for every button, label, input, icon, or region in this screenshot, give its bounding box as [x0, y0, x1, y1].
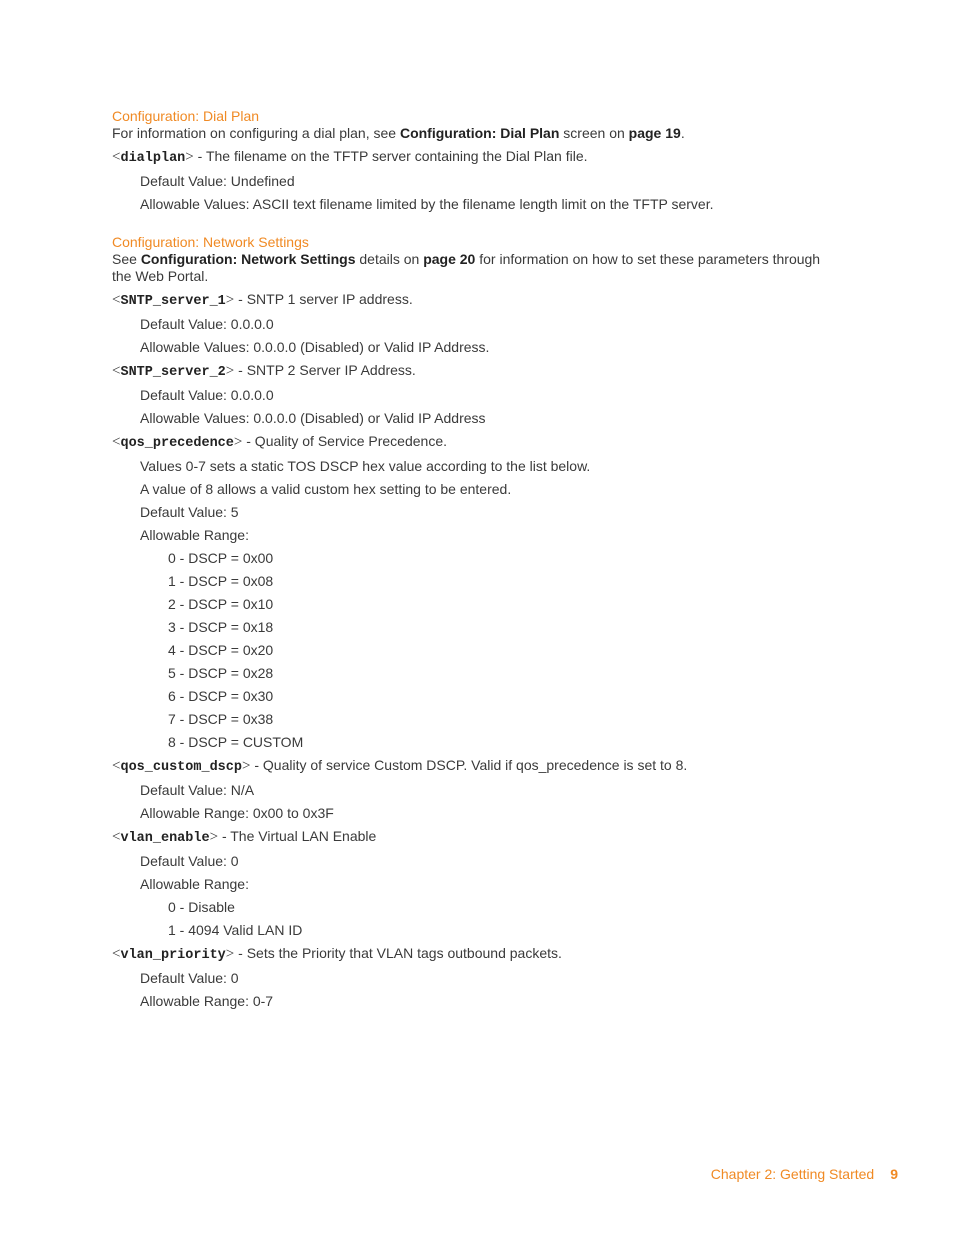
param-detail: Default Value: 5 — [140, 504, 239, 520]
section-network-settings — [112, 234, 837, 1010]
param-description: - Quality of service Custom DSCP. Valid if qos_precedence is set to 8. — [250, 757, 688, 773]
close-bracket: > — [185, 149, 194, 165]
param-entry — [112, 433, 837, 452]
page-footer — [711, 1166, 898, 1182]
footer-page-number: 9 — [890, 1166, 898, 1182]
param-entry — [112, 148, 837, 167]
param-entry — [112, 291, 837, 310]
open-bracket: < — [112, 149, 121, 165]
intro-text: screen on — [559, 125, 629, 141]
param-name: SNTP_server_2 — [120, 365, 226, 380]
footer-chapter: Chapter 2: Getting Started — [710, 1166, 875, 1182]
param-detail: Default Value: 0 — [140, 970, 239, 986]
param-name: qos_custom_dscp — [120, 760, 242, 775]
param-range-item: 0 - DSCP = 0x00 — [168, 550, 274, 566]
open-bracket: < — [112, 758, 121, 774]
intro-text: See — [112, 251, 141, 267]
open-bracket: < — [112, 434, 121, 450]
close-bracket: > — [225, 946, 235, 962]
param-detail: Allowable Range: — [140, 876, 249, 892]
close-bracket: > — [209, 829, 219, 845]
param-detail: Values 0-7 sets a static TOS DSCP hex value according to the list below. — [140, 458, 591, 474]
param-range-item: 2 - DSCP = 0x10 — [168, 596, 274, 612]
param-name: vlan_enable — [120, 831, 210, 846]
param-name: qos_precedence — [120, 436, 234, 451]
param-range-item: 3 - DSCP = 0x18 — [168, 619, 274, 635]
param-range-item: 0 - Disable — [168, 899, 235, 915]
section-heading: Configuration: Network Settings — [112, 234, 309, 250]
param-description: - The filename on the TFTP server containing the Dial Plan file. — [193, 148, 588, 164]
intro-text: for information on how to set these parameters through the Web Portal. — [112, 251, 821, 284]
param-detail: A value of 8 allows a valid custom hex setting to be entered. — [140, 481, 512, 497]
param-detail: Allowable Values: ASCII text filename limited by the filename length limit on the TFTP server. — [140, 196, 714, 212]
param-entry — [112, 362, 837, 381]
param-detail: Default Value: 0.0.0.0 — [140, 316, 274, 332]
param-detail: Default Value: 0.0.0.0 — [140, 387, 274, 403]
section-intro — [112, 251, 837, 285]
param-name: vlan_priority — [120, 948, 226, 963]
param-name: dialplan — [120, 151, 186, 166]
intro-text: . — [680, 125, 685, 141]
close-bracket: > — [225, 363, 235, 379]
param-detail: Allowable Values: 0.0.0.0 (Disabled) or Valid IP Address. — [140, 339, 490, 355]
param-range-item: 1 - 4094 Valid LAN ID — [168, 922, 303, 938]
param-description: - SNTP 2 Server IP Address. — [234, 362, 416, 378]
param-range-item: 5 - DSCP = 0x28 — [168, 665, 274, 681]
param-detail: Allowable Values: 0.0.0.0 (Disabled) or Valid IP Address — [140, 410, 486, 426]
param-detail: Allowable Range: 0x00 to 0x3F — [140, 805, 334, 821]
param-list — [112, 148, 837, 213]
intro-page-ref: page 20 — [423, 251, 476, 267]
intro-link-text: Configuration: Dial Plan — [399, 125, 560, 141]
param-range-item: 1 - DSCP = 0x08 — [168, 573, 274, 589]
param-detail: Default Value: 0 — [140, 853, 239, 869]
open-bracket: < — [112, 292, 121, 308]
intro-text: For information on configuring a dial plan, see — [112, 125, 400, 141]
open-bracket: < — [112, 829, 121, 845]
param-range-item: 4 - DSCP = 0x20 — [168, 642, 274, 658]
param-range-item: 8 - DSCP = CUSTOM — [168, 734, 304, 750]
param-list — [112, 291, 837, 1010]
param-range-item: 6 - DSCP = 0x30 — [168, 688, 274, 704]
param-name: SNTP_server_1 — [120, 294, 226, 309]
close-bracket: > — [225, 292, 235, 308]
page-content — [112, 108, 837, 1010]
param-entry — [112, 757, 837, 776]
intro-text: details on — [355, 251, 424, 267]
close-bracket: > — [233, 434, 243, 450]
param-detail: Default Value: N/A — [140, 782, 255, 798]
open-bracket: < — [112, 946, 121, 962]
intro-link-text: Configuration: Network Settings — [140, 251, 356, 267]
intro-page-ref: page 19 — [628, 125, 681, 141]
param-detail: Allowable Range: — [140, 527, 249, 543]
open-bracket: < — [112, 363, 121, 379]
param-description: - The Virtual LAN Enable — [218, 828, 377, 844]
param-description: - Quality of Service Precedence. — [242, 433, 448, 449]
section-intro — [112, 125, 837, 142]
param-description: - Sets the Priority that VLAN tags outbound packets. — [234, 945, 562, 961]
param-range-item: 7 - DSCP = 0x38 — [168, 711, 274, 727]
close-bracket: > — [242, 758, 251, 774]
param-detail: Default Value: Undefined — [140, 173, 295, 189]
param-description: - SNTP 1 server IP address. — [234, 291, 413, 307]
param-entry — [112, 828, 837, 847]
param-entry — [112, 945, 837, 964]
param-detail: Allowable Range: 0-7 — [140, 993, 274, 1009]
section-dial-plan — [112, 108, 837, 213]
section-heading: Configuration: Dial Plan — [112, 108, 260, 124]
